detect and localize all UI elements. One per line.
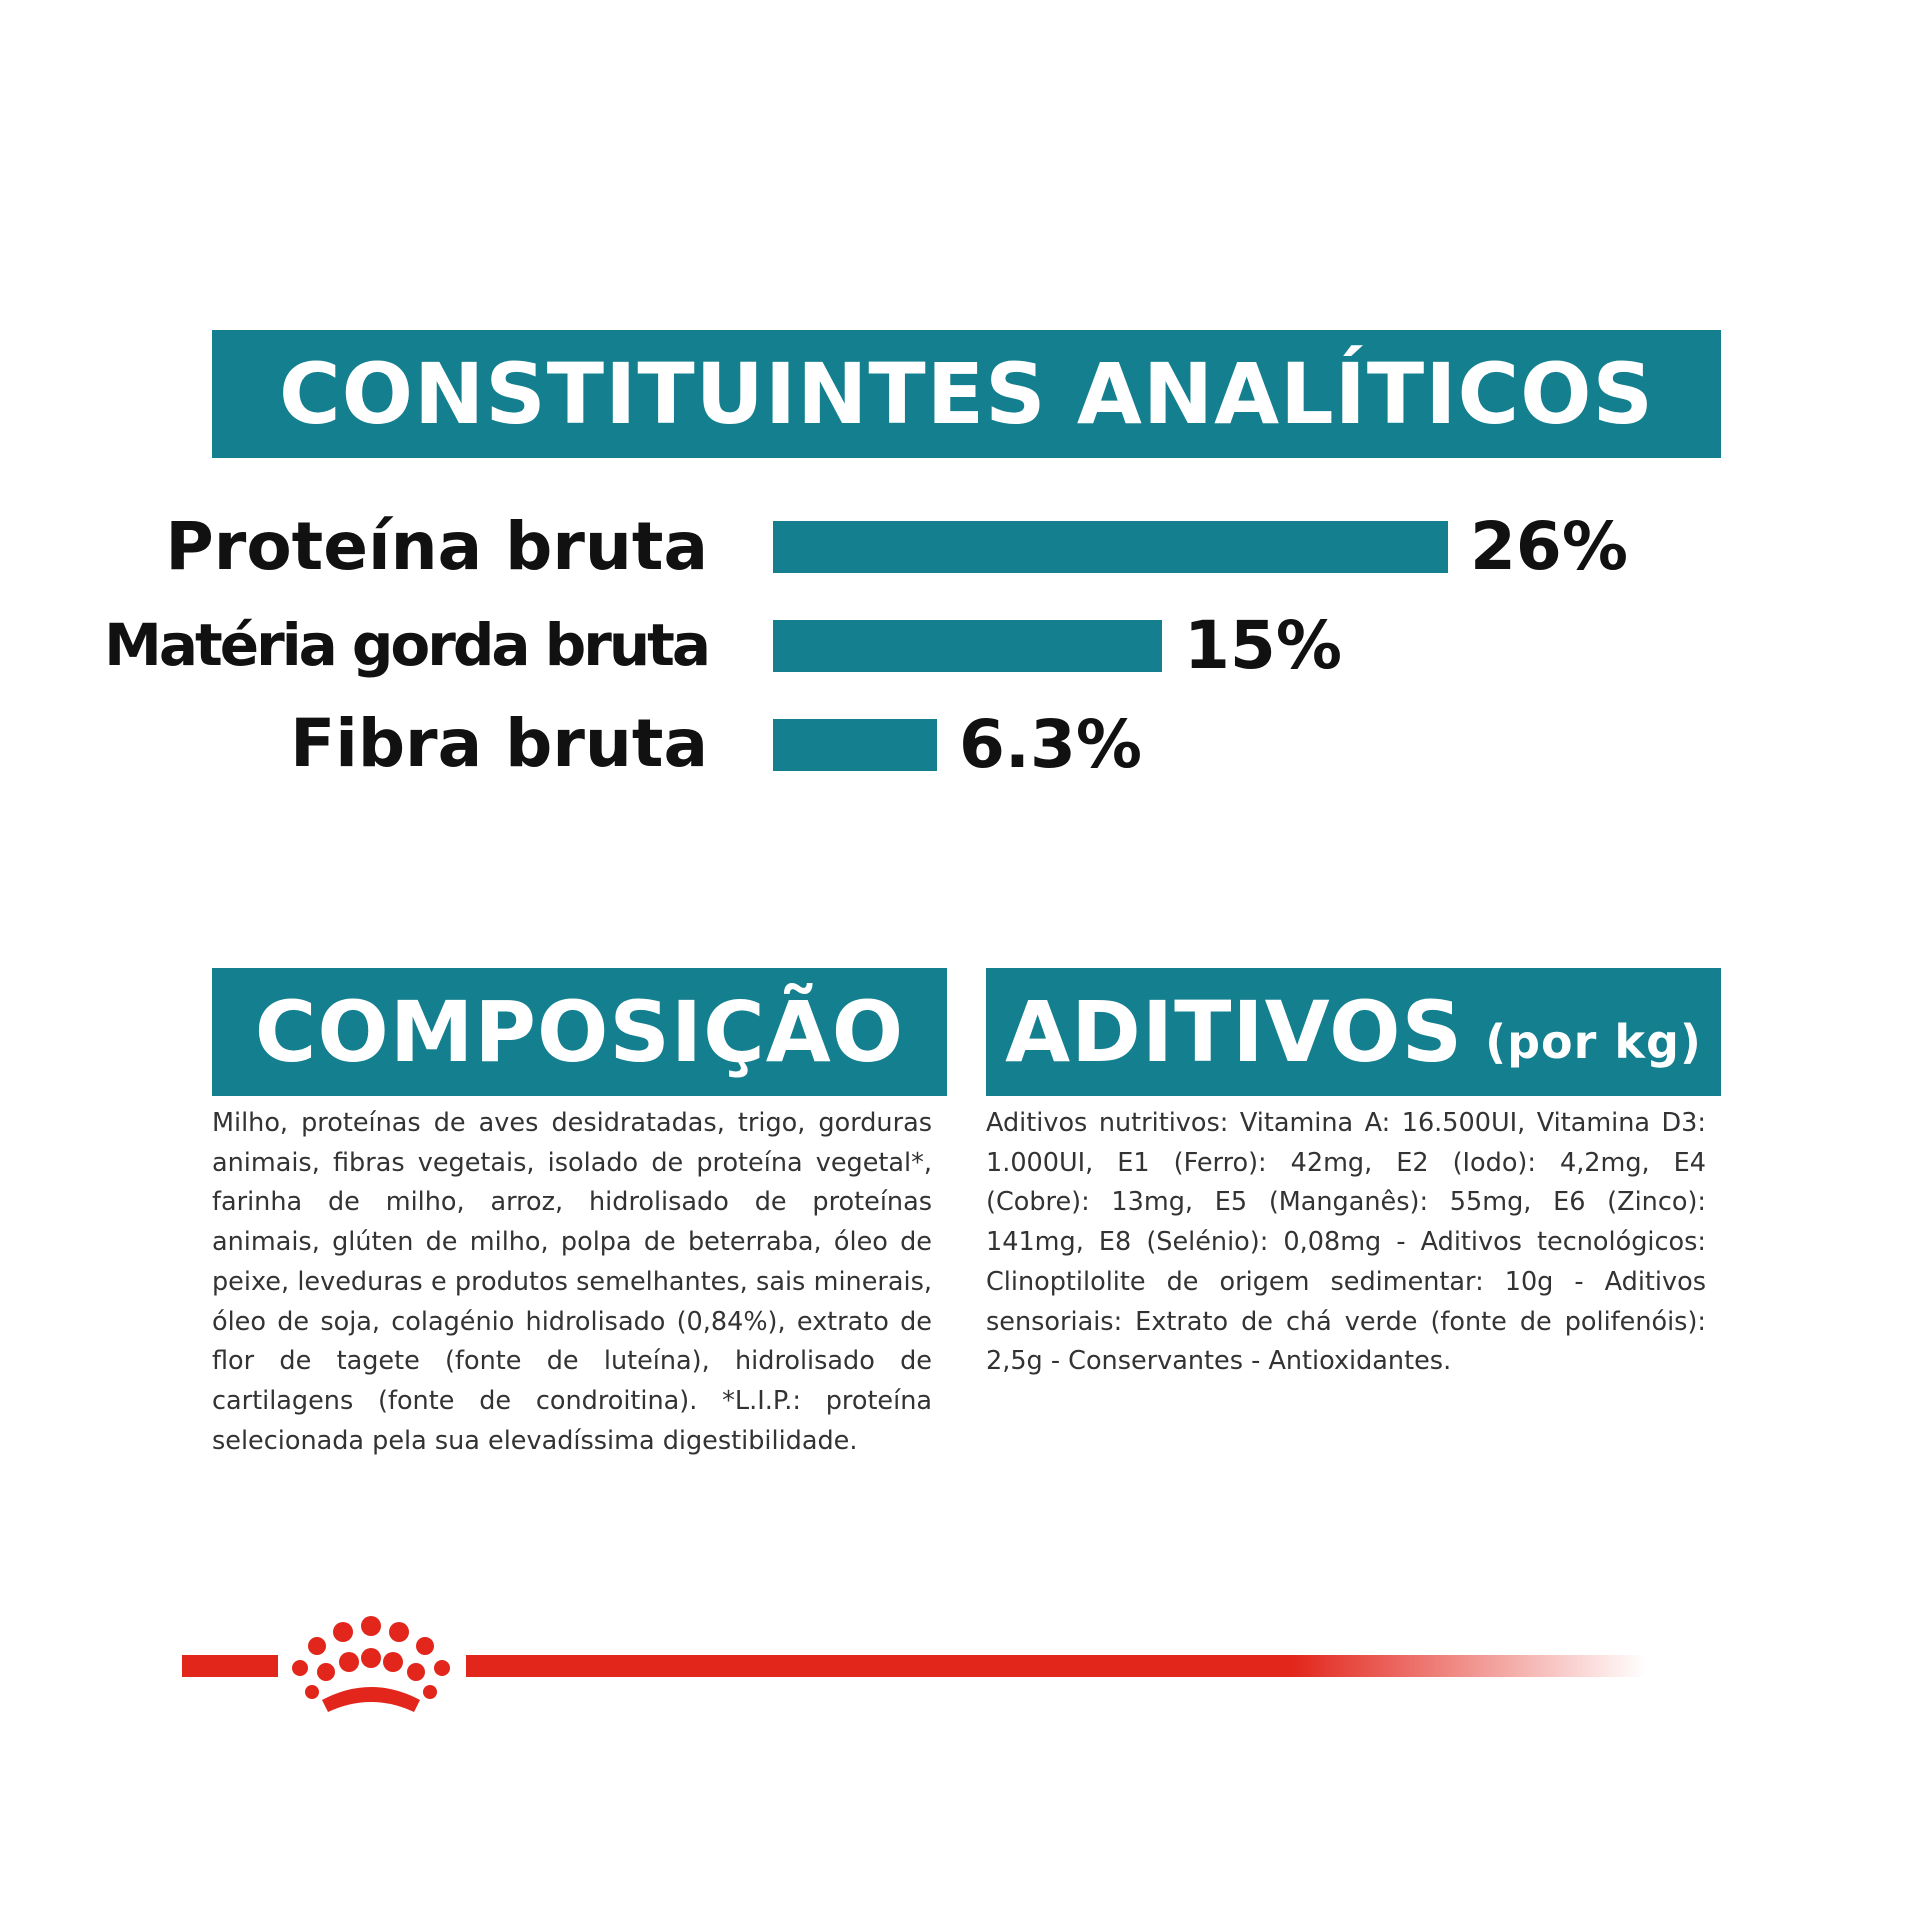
aditivos-title: ADITIVOS [1005,983,1464,1081]
analiticos-banner [212,330,1721,458]
bar-fibra [773,719,937,771]
bar-proteina [773,521,1448,573]
brand-line-left [182,1655,278,1677]
aditivos-text: Aditivos nutritivos: Vitamina A: 16.500UI, Vitamina D3: 1.000UI, E1 (Ferro): 42mg, E2 (Iodo): 4,2mg, E4 (Cobre): 13mg, E5 (Manganês): 55mg, E6 (Zinco): 141mg, E8 (Selénio): 0,08mg - Aditivos tecnológicos: Clinoptilolite de origem sedimentar: 10g - Aditivos sensoriais: Extrato de chá verde (fonte de polifenóis): 2,5g - Conservantes - Antioxidantes. [986,1108,1706,1377]
aditivos-banner [986,968,1721,1096]
crown-icon [292,1612,450,1722]
composicao-title: COMPOSIÇÃO [254,983,905,1081]
analiticos-title: CONSTITUINTES ANALÍTICOS [278,345,1655,443]
row-label-gordura: Matéria gorda bruta [104,611,708,679]
row-value-proteina: 26% [1470,508,1628,585]
row-label-proteina: Proteína bruta [165,508,708,585]
composicao-banner [212,968,947,1096]
row-value-gordura: 15% [1184,607,1342,684]
brand-line-right [466,1655,1646,1677]
aditivos-unit: (por kg) [1485,1015,1702,1069]
bar-gordura [773,620,1162,672]
row-value-fibra: 6.3% [959,706,1143,783]
row-label-fibra: Fibra bruta [290,705,708,782]
composicao-text: Milho, proteínas de aves desidratadas, trigo, gorduras animais, fibras vegetais, isolado de proteína vegetal*, farinha de milho, arroz, hidrolisado de proteínas animais, glúten de milho, polpa de beterraba, óleo de peixe, leveduras e produtos semelhantes, sais minerais, óleo de soja, colagénio hidrolisado (0,84%), extrato de flor de tagete (fonte de luteína), hidrolisado de cartilagens (fonte de condroitina). *L.I.P.: proteína selecionada pela sua elevadíssima digestibilidade. [212,1108,932,1456]
